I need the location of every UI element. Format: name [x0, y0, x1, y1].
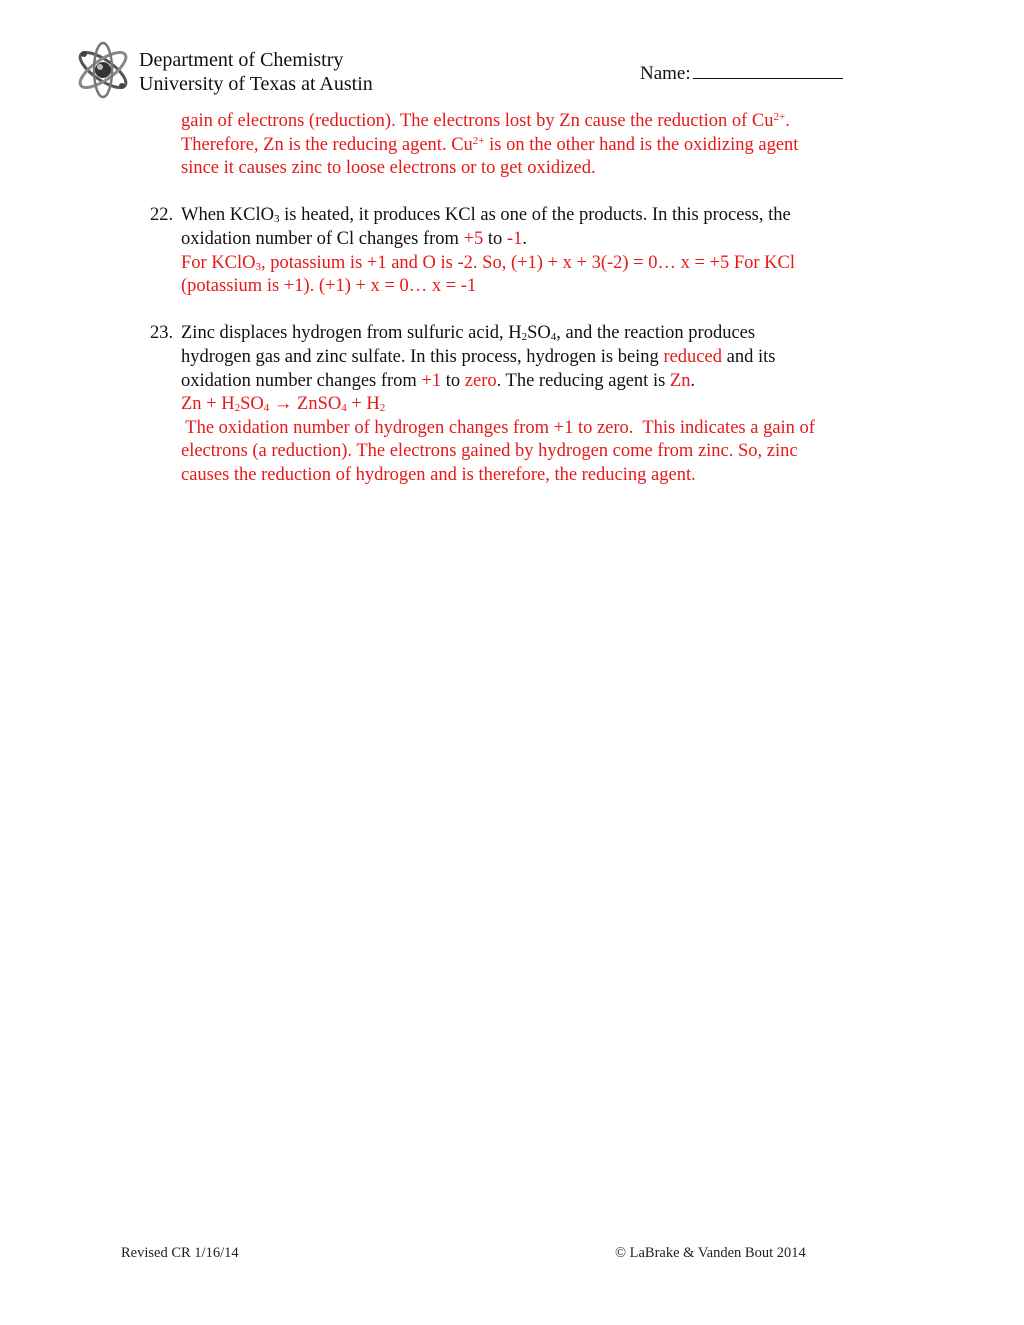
answer-to-value: -1	[506, 228, 523, 249]
text-run: When KClO	[181, 205, 274, 226]
question-line	[150, 346, 920, 370]
question-line	[150, 322, 920, 346]
subscript: 2	[234, 402, 241, 415]
question-number: 22.	[150, 205, 174, 226]
answer-line	[150, 252, 920, 276]
footer-revision: Revised CR 1/16/14	[121, 1245, 239, 1261]
name-blank-line	[693, 62, 843, 79]
question-22	[150, 204, 920, 298]
text-run: For KClO	[181, 252, 256, 273]
subscript: 4	[550, 331, 557, 344]
text-run: .	[785, 111, 790, 131]
answer-line: The oxidation number of hydrogen changes from +1 to zero. This indicates a gain of	[181, 417, 815, 438]
superscript: 2+	[773, 111, 786, 123]
text-run: to	[483, 228, 507, 249]
header-institution	[139, 48, 373, 96]
text-run: gain of electrons (reduction). The electrons lost by Zn cause the reduction of Cu	[181, 111, 774, 131]
question-line	[150, 228, 920, 252]
continued-answer	[150, 110, 920, 181]
text-run: SO	[527, 323, 551, 344]
text-run: Therefore, Zn is the reducing agent. Cu	[181, 134, 473, 155]
question-line	[150, 204, 920, 228]
subscript: 3	[255, 260, 262, 273]
text-run: hydrogen gas and zinc sulfate. In this process, hydrogen is being	[181, 346, 664, 367]
subscript: 2	[521, 331, 528, 344]
footer-copyright: © LaBrake & Vanden Bout 2014	[615, 1245, 806, 1261]
answer-line: electrons (a reduction). The electrons gained by hydrogen come from zinc. So, zinc	[181, 441, 798, 462]
text-run: is heated, it produces KCl as one of the products. In this process, the	[279, 205, 791, 226]
text-run: , potassium is +1 and O is -2. So, (+1) + x + 3(-2) = 0… x = +5 For KCl	[261, 252, 796, 273]
document-body	[150, 110, 920, 488]
text-run: Zn + H	[181, 394, 235, 415]
answer-to-value: zero	[464, 370, 497, 391]
text-run: oxidation number of Cl changes from	[181, 228, 464, 249]
text-run: oxidation number changes from	[181, 370, 422, 391]
text-run: . The reducing agent is	[496, 370, 670, 391]
text-line: since it causes zinc to loose electrons or to get oxidized.	[181, 158, 596, 179]
text-run: + H	[346, 394, 380, 415]
answer-from-value: +1	[421, 370, 442, 391]
question-line	[150, 370, 920, 394]
subscript: 4	[341, 402, 347, 415]
answer-reduced: reduced	[663, 346, 722, 367]
text-run: Zinc displaces hydrogen from sulfuric acid, H	[181, 323, 522, 344]
answer-line: causes the reduction of hydrogen and is therefore, the reducing agent.	[181, 464, 696, 485]
department-name: Department of Chemistry	[139, 49, 344, 71]
text-run: SO	[240, 394, 264, 415]
question-number: 23.	[150, 323, 174, 344]
text-run: , and the reaction produces	[556, 323, 756, 344]
answer-from-value: +5	[463, 228, 484, 249]
text-run: is on the other hand is the oxidizing agent	[484, 134, 799, 155]
subscript: 2	[379, 402, 386, 415]
name-field	[640, 62, 843, 85]
answer-line: (potassium is +1). (+1) + x = 0… x = -1	[181, 276, 477, 297]
equation-line	[150, 393, 920, 417]
text-run: and its	[721, 346, 776, 367]
subscript: 3	[274, 213, 280, 226]
subscript: 4	[263, 402, 270, 415]
text-run: .	[690, 370, 696, 391]
question-23	[150, 322, 920, 487]
text-run: .	[522, 228, 527, 249]
text-run: → ZnSO	[269, 394, 342, 415]
atom-logo-icon	[74, 40, 132, 100]
superscript: 2+	[472, 134, 485, 147]
text-run: to	[441, 370, 465, 391]
answer-reducing-agent: Zn	[669, 370, 691, 391]
university-name: University of Texas at Austin	[139, 73, 373, 95]
text-line	[181, 134, 920, 158]
text-line	[181, 110, 920, 134]
name-label: Name:	[640, 63, 691, 84]
